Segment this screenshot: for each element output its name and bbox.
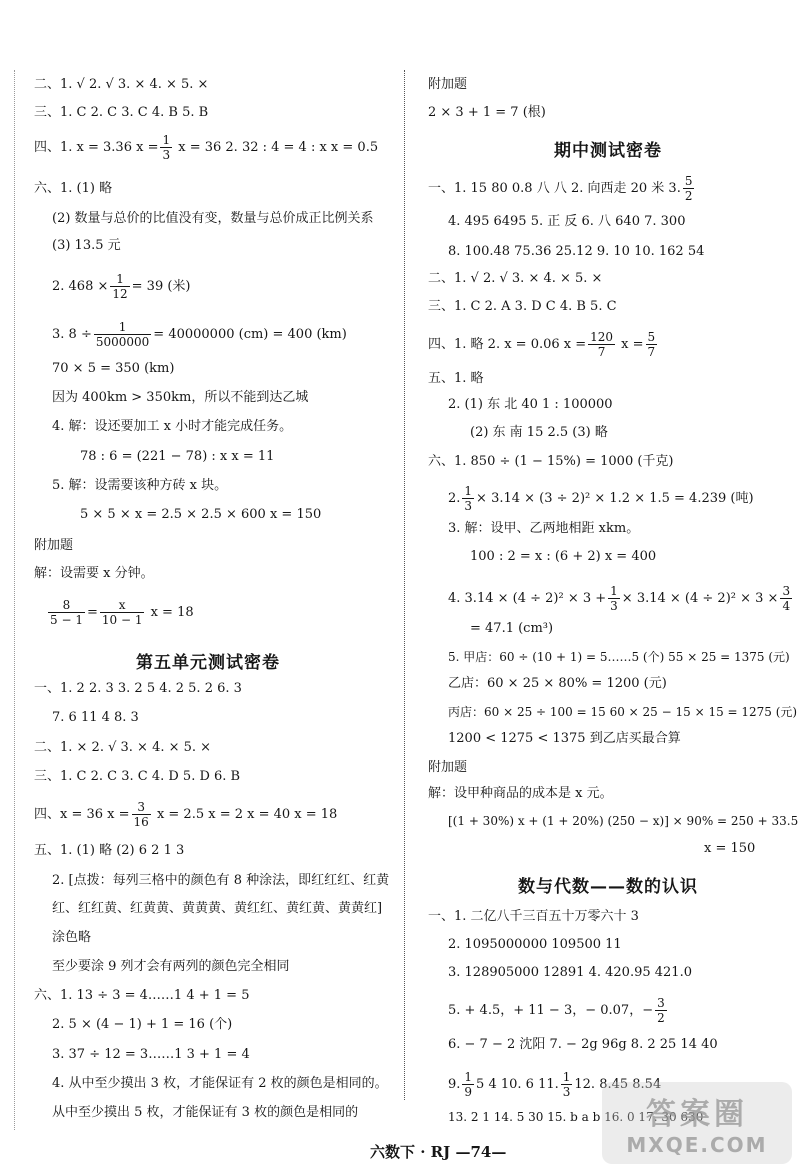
numerator: 1: [464, 484, 473, 498]
numerator: 3: [782, 584, 791, 598]
answer-line: 5. 解：设需要该种方砖 x 块。: [52, 478, 228, 493]
watermark-url: MXQE.COM: [626, 1133, 768, 1157]
answer-line: 2. 5 × (4 − 1) + 1 = 16 (个): [52, 1017, 233, 1032]
watermark-logo: [602, 1082, 792, 1164]
answer-line: [448, 584, 794, 613]
answer-line: 三、1. C 2. C 3. C 4. D 5. D 6. B: [34, 769, 241, 784]
text: x = 36 2. 32 : 4 = 4 : x x = 0.5: [174, 140, 379, 155]
denominator: 7: [647, 345, 656, 359]
numerator: x: [100, 598, 145, 613]
column-divider: [404, 70, 405, 1100]
fraction: [462, 484, 474, 513]
numerator: 5: [684, 174, 693, 188]
answer-line: 因为 400km > 350km，所以不能到达乙城: [52, 390, 309, 405]
answer-line: 3. 128905000 12891 4. 420.95 421.0: [448, 965, 692, 980]
answer-line: 4. 从中至少摸出 3 枚，才能保证有 2 枚的颜色是相同的。: [52, 1076, 388, 1091]
fraction: [94, 320, 151, 349]
answer-line: (2) 数量与总价的比值没有变，数量与总价成正比例关系: [52, 211, 374, 226]
answer-line: 2. (1) 东 北 40 1 : 100000: [448, 397, 613, 412]
answer-line: [428, 330, 659, 359]
answer-line: [428, 174, 696, 203]
fraction: [48, 598, 85, 627]
text: 4. 3.14 × (4 ÷ 2)² × 3 +: [448, 591, 607, 606]
numerator: 1: [464, 1070, 473, 1084]
answer-line: 至少要涂 9 列才会有两列的颜色完全相同: [52, 959, 290, 974]
denominator: 3: [610, 599, 618, 613]
answer-line: 7. 6 11 4 8. 3: [52, 710, 139, 725]
denominator: 3: [464, 499, 473, 513]
answer-line: 3. 37 ÷ 12 = 3……1 3 + 1 = 4: [52, 1047, 250, 1062]
section-heading: 期中测试密卷: [554, 141, 662, 161]
numerator: 1: [162, 133, 171, 147]
answer-line: [34, 133, 378, 162]
text: 四、x = 36 x =: [34, 807, 130, 822]
denominator: 16: [133, 815, 149, 829]
answer-line: 1200 < 1275 < 1375 到乙店买最合算: [448, 731, 681, 746]
numerator: 3: [132, 800, 151, 815]
answer-line: 6. − 7 − 2 沈阳 7. − 2g 96g 8. 2 25 14 40: [448, 1037, 718, 1052]
answer-line: [448, 996, 669, 1025]
answer-line: 13. 2 1 14. 5 30 15. b a b 16. 0 17. 30 630: [448, 1110, 704, 1124]
numerator: 1: [110, 272, 129, 287]
fraction: [100, 598, 145, 627]
answer-line: 2 × 3 + 1 = 7 (根): [428, 105, 546, 120]
answer-line: 5. 甲店：60 ÷ (10 + 1) = 5……5 (个) 55 × 25 = 1375 (元): [448, 650, 790, 664]
fraction: [655, 996, 667, 1025]
text: 9.: [448, 1077, 461, 1092]
answer-line: [46, 598, 194, 627]
answer-line: 解：设需要 x 分钟。: [34, 566, 154, 581]
denominator: 10 − 1: [101, 613, 143, 627]
answer-line: 2. 1095000000 109500 11: [448, 937, 622, 952]
denominator: 12: [112, 287, 128, 301]
answer-line: 红、红红黄、红黄黄、黄黄黄、黄红红、黄红黄、黄黄红]: [52, 901, 383, 916]
text: 3. 8 ÷: [52, 327, 92, 342]
answer-line: 六、1. 13 ÷ 3 = 4……1 4 + 1 = 5: [34, 988, 250, 1003]
text: = 39 (米): [131, 279, 191, 294]
text: x =: [617, 337, 644, 352]
answer-line: 从中至少摸出 5 枚，才能保证有 3 枚的颜色是相同的: [52, 1105, 359, 1120]
answer-line: (3) 13.5 元: [52, 238, 121, 253]
answer-line: x = 150: [704, 841, 756, 856]
answer-line: [(1 + 30%) x + (1 + 20%) (250 − x)] × 90% = 250 + 33.5: [448, 814, 799, 828]
text: x = 18: [146, 605, 194, 620]
answer-line: 乙店：60 × 25 × 80% = 1200 (元): [448, 676, 667, 691]
denominator: 7: [597, 345, 606, 359]
text: x = 2.5 x = 2 x = 40 x = 18: [152, 807, 338, 822]
answer-line: [52, 320, 347, 349]
text: 2.: [448, 491, 461, 506]
fraction: [588, 330, 615, 359]
text: 一、1. 15 80 0.8 八 八 2. 向西走 20 米 3.: [428, 181, 681, 196]
numerator: 1: [610, 584, 618, 598]
answer-line: 五、1. (1) 略 (2) 6 2 1 3: [34, 843, 185, 858]
numerator: 5: [647, 330, 656, 344]
answer-line: [448, 484, 754, 513]
answer-line: 一、1. 2 2. 3 3. 2 5 4. 2 5. 2 6. 3: [34, 681, 242, 696]
answer-line: 三、1. C 2. A 3. D C 4. B 5. C: [428, 299, 617, 314]
text: 四、1. x = 3.36 x =: [34, 140, 159, 155]
answer-line: 3. 解：设甲、乙两地相距 xkm。: [448, 521, 640, 536]
section-heading: 数与代数——数的认识: [518, 877, 698, 897]
fraction: [132, 800, 151, 829]
answer-line: 一、1. 二亿八千三百五十万零六十 3: [428, 909, 639, 924]
fraction: [646, 330, 658, 359]
answer-line: 2. [点拨：每列三格中的颜色有 8 种涂法，即红红红、红黄: [52, 873, 390, 888]
text: 四、1. 略 2. x = 0.06 x =: [428, 337, 587, 352]
denominator: 9: [464, 1085, 473, 1099]
denominator: 3: [562, 1085, 571, 1099]
text: 5 4 10. 6 11.: [476, 1077, 559, 1092]
numerator: 1: [562, 1070, 571, 1084]
section-label: 附加题: [428, 77, 468, 92]
watermark-text: 答案圈: [646, 1097, 748, 1132]
fraction: [110, 272, 129, 301]
fraction: [683, 174, 695, 203]
answer-line: 8. 100.48 75.36 25.12 9. 10 10. 162 54: [448, 244, 705, 259]
denominator: 2: [684, 189, 693, 203]
answer-line: 丙店：60 × 25 ÷ 100 = 15 60 × 25 − 15 × 15 = 1275 (元): [448, 705, 798, 719]
denominator: 5 − 1: [50, 613, 83, 627]
answer-line: 5 × 5 × x = 2.5 × 2.5 × 600 x = 150: [80, 507, 322, 522]
text: =: [86, 605, 98, 620]
answer-line: 涂色略: [52, 930, 92, 945]
denominator: 4: [782, 599, 791, 613]
answer-line: [52, 272, 191, 301]
answer-line: 70 × 5 = 350 (km): [52, 361, 175, 376]
answer-line: (2) 东 南 15 2.5 (3) 略: [470, 425, 608, 440]
answer-line: 4. 495 6495 5. 正 反 6. 八 640 7. 300: [448, 214, 686, 229]
answer-line: 解：设甲种商品的成本是 x 元。: [428, 786, 613, 801]
answer-line: 六、1. 850 ÷ (1 − 15%) = 1000 (千克): [428, 454, 674, 469]
answer-line: 4. 解：设还要加工 x 小时才能完成任务。: [52, 419, 293, 434]
numerator: 8: [48, 598, 85, 613]
text: = 40000000 (cm) = 400 (km): [153, 327, 347, 342]
fraction: [462, 1070, 474, 1099]
denominator: 3: [162, 148, 171, 162]
section-label: 附加题: [428, 760, 468, 775]
text: 5. + 4.5，+ 11 − 3，− 0.07，−: [448, 1003, 654, 1018]
answer-line: 六、1. (1) 略: [34, 181, 113, 196]
section-label: 附加题: [34, 538, 74, 553]
answer-line: 二、1. × 2. √ 3. × 4. × 5. ×: [34, 740, 212, 755]
answer-line: [34, 800, 337, 829]
left-margin-dots: [14, 70, 15, 1130]
numerator: 3: [657, 996, 665, 1010]
answer-line: 二、1. √ 2. √ 3. × 4. × 5. ×: [428, 271, 603, 286]
answer-line: 二、1. √ 2. √ 3. × 4. × 5. ×: [34, 77, 209, 92]
fraction: [608, 584, 620, 613]
numerator: 1: [94, 320, 151, 335]
denominator: 2: [657, 1011, 665, 1025]
answer-line: = 47.1 (cm³): [470, 621, 554, 636]
text: × 3.14 × (4 ÷ 2)² × 3 ×: [621, 591, 779, 606]
answer-line: 五、1. 略: [428, 371, 484, 386]
answer-line: 78 : 6 = (221 − 78) : x x = 11: [80, 449, 275, 464]
numerator: 120: [590, 330, 614, 344]
fraction: [160, 133, 172, 162]
denominator: 5000000: [95, 335, 150, 349]
text: 2. 468 ×: [52, 279, 109, 294]
answer-line: 三、1. C 2. C 3. C 4. B 5. B: [34, 105, 209, 120]
answer-line: 100 : 2 = x : (6 + 2) x = 400: [470, 549, 657, 564]
text: × 3.14 × (3 ÷ 2)² × 1.2 × 1.5 = 4.239 (吨): [476, 491, 754, 506]
fraction: [561, 1070, 573, 1099]
text: 12. 8.45 8.54: [574, 1077, 662, 1092]
section-heading: 第五单元测试密卷: [136, 653, 280, 673]
fraction: [780, 584, 792, 613]
page-footer: 六数下 · RJ —74—: [370, 1143, 507, 1161]
